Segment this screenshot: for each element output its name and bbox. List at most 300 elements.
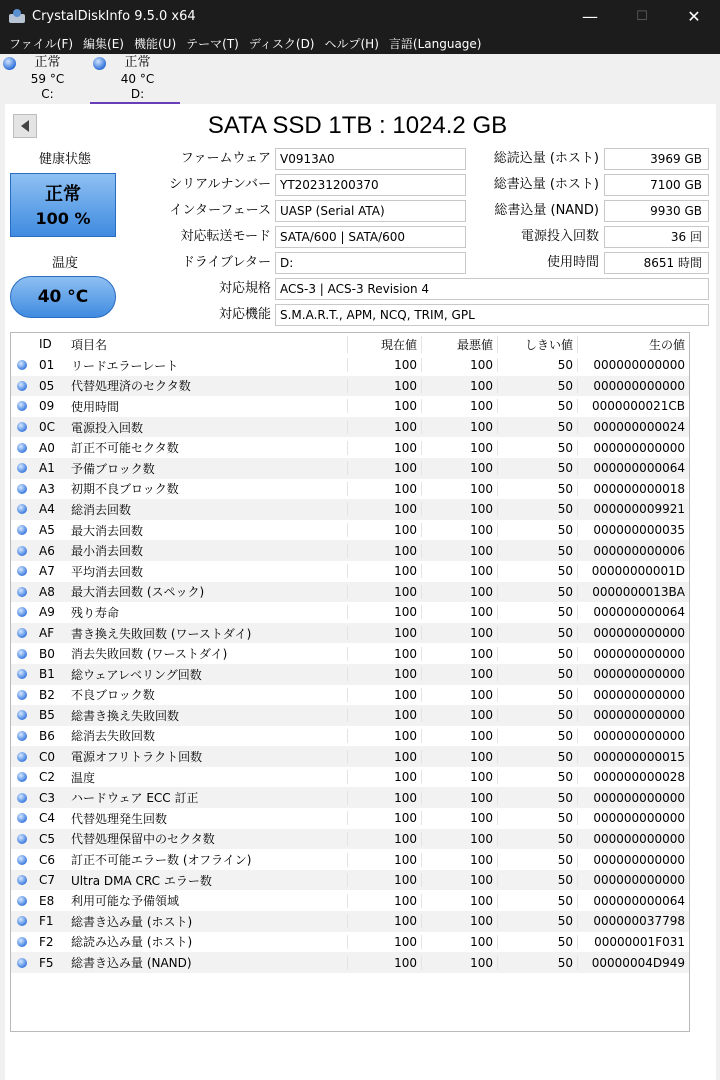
power-on-count-value: 36 回 — [604, 226, 709, 248]
table-row[interactable] — [11, 417, 689, 438]
attribute-id: B0 — [39, 646, 55, 661]
raw-value: 00000000001D — [577, 564, 689, 578]
raw-value: 00000004D949 — [577, 956, 689, 970]
menu-disk[interactable]: ディスク(D) — [248, 37, 315, 51]
raw-value: 000000000000 — [577, 832, 689, 846]
current-value: 100 — [347, 770, 421, 784]
attribute-name: 総ウェアレベリング回数 — [71, 667, 202, 682]
status-dot-icon — [17, 710, 27, 720]
table-row[interactable] — [11, 643, 689, 664]
interface-value: UASP (Serial ATA) — [275, 200, 466, 222]
attribute-name: 消去失敗回数 (ワーストダイ) — [71, 647, 228, 662]
attribute-id: C0 — [39, 749, 56, 764]
table-row[interactable] — [11, 787, 689, 808]
table-row[interactable] — [11, 726, 689, 747]
menu-edit[interactable]: 編集(E) — [83, 37, 124, 51]
drive-letter-label: ドライブレター — [181, 255, 271, 270]
attribute-name: 不良ブロック数 — [71, 688, 155, 703]
title-bar — [0, 0, 720, 33]
worst-value: 100 — [421, 894, 497, 908]
worst-value: 100 — [421, 832, 497, 846]
worst-value: 100 — [421, 935, 497, 949]
current-value: 100 — [347, 379, 421, 393]
worst-value: 100 — [421, 461, 497, 475]
attribute-id: A7 — [39, 564, 55, 579]
current-value: 100 — [347, 585, 421, 599]
attribute-name: 使用時間 — [71, 399, 120, 414]
worst-value: 100 — [421, 770, 497, 784]
table-row[interactable] — [11, 479, 689, 500]
attribute-name: 書き換え失敗回数 (ワーストダイ) — [71, 626, 252, 641]
worst-value: 100 — [421, 564, 497, 578]
current-value: 100 — [347, 399, 421, 413]
nand-writes-label: 総書込量 (NAND) — [494, 203, 599, 218]
attribute-id: B1 — [39, 667, 55, 682]
transfer-mode-value: SATA/600 | SATA/600 — [275, 226, 466, 248]
menu-file[interactable]: ファイル(F) — [9, 37, 74, 51]
threshold-value: 50 — [497, 461, 577, 475]
status-dot-icon — [17, 504, 27, 514]
drive-letter-value: D: — [275, 252, 466, 274]
raw-value: 000000000000 — [577, 647, 689, 661]
attribute-name: 温度 — [71, 770, 96, 785]
worst-value: 100 — [421, 523, 497, 537]
worst-value: 100 — [421, 482, 497, 496]
status-dot-icon — [17, 793, 27, 803]
attribute-name: 最大消去回数 — [71, 523, 144, 538]
status-dot-icon — [17, 401, 27, 411]
column-header-worst[interactable]: 最悪値 — [421, 336, 497, 353]
raw-value: 000000000000 — [577, 729, 689, 743]
threshold-value: 50 — [497, 626, 577, 640]
table-row[interactable] — [11, 664, 689, 685]
status-dot-icon — [17, 484, 27, 494]
drive-temp: 59 °C — [30, 72, 65, 86]
drive-temp: 40 °C — [120, 72, 155, 86]
status-dot-icon — [17, 896, 27, 906]
threshold-value: 50 — [497, 770, 577, 784]
status-dot-icon — [17, 772, 27, 782]
threshold-value: 50 — [497, 564, 577, 578]
attribute-id: 09 — [39, 399, 55, 414]
drive-selector-bar — [0, 54, 720, 104]
raw-value: 000000037798 — [577, 914, 689, 928]
status-dot-icon — [17, 587, 27, 597]
table-row[interactable] — [11, 829, 689, 850]
attribute-name: 総消去失敗回数 — [71, 729, 156, 744]
health-status-dot-icon — [93, 57, 106, 70]
attribute-id: A6 — [39, 543, 55, 558]
current-value: 100 — [347, 502, 421, 516]
threshold-value: 50 — [497, 811, 577, 825]
attribute-id: C6 — [39, 852, 56, 867]
attribute-id: F5 — [39, 955, 54, 970]
attribute-name: 初期不良ブロック数 — [71, 482, 179, 497]
threshold-value: 50 — [497, 914, 577, 928]
threshold-value: 50 — [497, 667, 577, 681]
raw-value: 000000000000 — [577, 708, 689, 722]
attribute-name: 最大消去回数 (スペック) — [71, 585, 205, 600]
attribute-name: 総書き込み量 (NAND) — [71, 956, 192, 971]
attribute-name: 平均消去回数 — [71, 564, 144, 579]
menu-language[interactable]: 言語(Language) — [388, 37, 482, 51]
attribute-name: ハードウェア ECC 訂正 — [71, 791, 199, 806]
threshold-value: 50 — [497, 708, 577, 722]
attribute-id: A9 — [39, 605, 55, 620]
table-row[interactable] — [11, 890, 689, 911]
current-value: 100 — [347, 894, 421, 908]
attribute-name: 訂正不可能エラー数 (オフライン) — [71, 853, 252, 868]
threshold-value: 50 — [497, 502, 577, 516]
table-row[interactable] — [11, 376, 689, 397]
worst-value: 100 — [421, 873, 497, 887]
current-value: 100 — [347, 544, 421, 558]
attribute-name: 利用可能な予備領域 — [71, 894, 180, 909]
drive-letter: D: — [130, 87, 145, 101]
threshold-value: 50 — [497, 688, 577, 702]
threshold-value: 50 — [497, 420, 577, 434]
threshold-value: 50 — [497, 544, 577, 558]
threshold-value: 50 — [497, 956, 577, 970]
raw-value: 00000001F031 — [577, 935, 689, 949]
table-row[interactable] — [11, 437, 689, 458]
drive-status: 正常 — [124, 55, 151, 70]
threshold-value: 50 — [497, 729, 577, 743]
threshold-value: 50 — [497, 750, 577, 764]
worst-value: 100 — [421, 544, 497, 558]
health-status-dot-icon — [3, 57, 16, 70]
table-row[interactable] — [11, 520, 689, 541]
worst-value: 100 — [421, 688, 497, 702]
table-header — [11, 333, 689, 355]
raw-value: 000000000000 — [577, 626, 689, 640]
column-header-threshold[interactable]: しきい値 — [497, 336, 577, 353]
threshold-value: 50 — [497, 358, 577, 372]
attribute-name: Ultra DMA CRC エラー数 — [71, 873, 212, 888]
status-dot-icon — [17, 937, 27, 947]
temperature-button[interactable] — [10, 276, 116, 318]
worst-value: 100 — [421, 358, 497, 372]
status-dot-icon — [17, 669, 27, 679]
raw-value: 000000000000 — [577, 688, 689, 702]
worst-value: 100 — [421, 399, 497, 413]
current-value: 100 — [347, 914, 421, 928]
firmware-value: V0913A0 — [275, 148, 466, 170]
table-row[interactable] — [11, 561, 689, 582]
threshold-value: 50 — [497, 894, 577, 908]
table-row[interactable] — [11, 540, 689, 561]
attribute-name: 総書き換え失敗回数 — [71, 708, 180, 723]
temperature-label: 温度 — [51, 256, 78, 271]
smart-attributes-table[interactable] — [10, 332, 690, 1032]
table-row[interactable] — [11, 355, 689, 376]
attribute-id: C4 — [39, 811, 56, 826]
worst-value: 100 — [421, 914, 497, 928]
current-value: 100 — [347, 358, 421, 372]
serial-label: シリアルナンバー — [169, 177, 271, 192]
disk-model-title: SATA SSD 1TB : 1024.2 GB — [207, 112, 508, 139]
current-value: 100 — [347, 688, 421, 702]
serial-value: YT20231200370 — [275, 174, 466, 196]
status-dot-icon — [17, 360, 27, 370]
status-dot-icon — [17, 855, 27, 865]
drive-letter: C: — [41, 87, 54, 101]
threshold-value: 50 — [497, 482, 577, 496]
threshold-value: 50 — [497, 873, 577, 887]
drive-status: 正常 — [34, 55, 61, 70]
status-dot-icon — [17, 731, 27, 741]
raw-value: 000000000018 — [577, 482, 689, 496]
current-value: 100 — [347, 441, 421, 455]
raw-value: 000000000000 — [577, 873, 689, 887]
attribute-name: 代替処理保留中のセクタ数 — [71, 832, 215, 847]
nand-writes-value: 9930 GB — [604, 200, 709, 222]
threshold-value: 50 — [497, 585, 577, 599]
threshold-value: 50 — [497, 647, 577, 661]
previous-disk-button[interactable] — [13, 114, 37, 138]
attribute-id: A3 — [39, 481, 55, 496]
host-writes-label: 総書込量 (ホスト) — [493, 177, 599, 192]
raw-value: 000000000064 — [577, 605, 689, 619]
status-dot-icon — [17, 525, 27, 535]
firmware-label: ファームウェア — [180, 151, 271, 166]
attribute-name: 総読み込み量 (ホスト) — [71, 935, 193, 950]
status-dot-icon — [17, 916, 27, 926]
worst-value: 100 — [421, 441, 497, 455]
worst-value: 100 — [421, 811, 497, 825]
table-row[interactable] — [11, 685, 689, 706]
attribute-id: B2 — [39, 687, 55, 702]
host-writes-value: 7100 GB — [604, 174, 709, 196]
table-row[interactable] — [11, 582, 689, 603]
attribute-id: A8 — [39, 584, 55, 599]
raw-value: 000000000064 — [577, 461, 689, 475]
raw-value: 000000000000 — [577, 667, 689, 681]
attribute-id: B6 — [39, 728, 55, 743]
worst-value: 100 — [421, 502, 497, 516]
standard-label: 対応規格 — [218, 281, 271, 296]
current-value: 100 — [347, 647, 421, 661]
raw-value: 000000000000 — [577, 791, 689, 805]
table-row[interactable] — [11, 396, 689, 417]
attribute-name: 総書き込み量 (ホスト) — [71, 914, 193, 929]
menu-bar — [0, 33, 720, 54]
table-row[interactable] — [11, 932, 689, 953]
raw-value: 000000000024 — [577, 420, 689, 434]
raw-value: 000000000064 — [577, 894, 689, 908]
status-dot-icon — [17, 690, 27, 700]
close-button[interactable]: ✕ — [687, 7, 701, 26]
worst-value: 100 — [421, 605, 497, 619]
status-dot-icon — [17, 381, 27, 391]
power-on-count-label: 電源投入回数 — [520, 229, 599, 244]
threshold-value: 50 — [497, 605, 577, 619]
power-on-hours-label: 使用時間 — [546, 255, 599, 270]
threshold-value: 50 — [497, 441, 577, 455]
current-value: 100 — [347, 605, 421, 619]
host-reads-value: 3969 GB — [604, 148, 709, 170]
menu-theme[interactable]: テーマ(T) — [186, 37, 239, 51]
status-dot-icon — [17, 628, 27, 638]
attribute-name: 予備ブロック数 — [71, 461, 155, 476]
status-dot-icon — [17, 958, 27, 968]
worst-value: 100 — [421, 585, 497, 599]
status-dot-icon — [17, 834, 27, 844]
host-reads-label: 総読込量 (ホスト) — [493, 151, 599, 166]
attribute-name: 代替処理済のセクタ数 — [71, 379, 191, 394]
attribute-name: 最小消去回数 — [71, 544, 144, 559]
window-controls — [564, 0, 720, 33]
status-dot-icon — [17, 443, 27, 453]
health-status-text: 正常 — [45, 184, 81, 205]
table-row[interactable] — [11, 602, 689, 623]
raw-value: 000000000028 — [577, 770, 689, 784]
table-row[interactable] — [11, 623, 689, 644]
column-header-raw[interactable]: 生の値 — [577, 336, 689, 353]
current-value: 100 — [347, 461, 421, 475]
table-row[interactable] — [11, 767, 689, 788]
attribute-id: A1 — [39, 461, 55, 476]
transfer-mode-label: 対応転送モード — [180, 229, 271, 244]
menu-help[interactable]: ヘルプ(H) — [324, 37, 379, 51]
threshold-value: 50 — [497, 832, 577, 846]
raw-value: 0000000021CB — [577, 399, 689, 413]
attribute-id: F2 — [39, 934, 54, 949]
status-dot-icon — [17, 422, 27, 432]
worst-value: 100 — [421, 626, 497, 640]
status-dot-icon — [17, 649, 27, 659]
attribute-id: 05 — [39, 378, 55, 393]
attribute-name: 残り寿命 — [71, 605, 120, 620]
health-status-button[interactable] — [10, 173, 116, 237]
minimize-button[interactable]: — — [582, 7, 598, 26]
attribute-name: 電源オフリトラクト回数 — [71, 750, 203, 765]
worst-value: 100 — [421, 647, 497, 661]
power-on-hours-value: 8651 時間 — [604, 252, 709, 274]
raw-value: 000000000000 — [577, 853, 689, 867]
worst-value: 100 — [421, 379, 497, 393]
maximize-button[interactable]: ☐ — [636, 9, 648, 24]
raw-value: 0000000013BA — [577, 585, 689, 599]
attribute-id: C7 — [39, 873, 56, 888]
column-header-id[interactable]: ID — [39, 337, 52, 351]
attribute-name: 総消去回数 — [71, 502, 132, 517]
worst-value: 100 — [421, 420, 497, 434]
current-value: 100 — [347, 564, 421, 578]
threshold-value: 50 — [497, 791, 577, 805]
table-row[interactable] — [11, 746, 689, 767]
threshold-value: 50 — [497, 935, 577, 949]
threshold-value: 50 — [497, 379, 577, 393]
status-dot-icon — [17, 566, 27, 576]
worst-value: 100 — [421, 667, 497, 681]
table-body — [11, 355, 689, 973]
disk-info-panel — [5, 104, 716, 1080]
table-row[interactable] — [11, 705, 689, 726]
attribute-id: 01 — [39, 358, 55, 373]
status-dot-icon — [17, 546, 27, 556]
current-value: 100 — [347, 811, 421, 825]
attribute-name: 代替処理発生回数 — [71, 811, 168, 826]
attribute-id: E8 — [39, 893, 55, 908]
status-dot-icon — [17, 813, 27, 823]
raw-value: 000000000000 — [577, 358, 689, 372]
interface-label: インターフェース — [169, 203, 271, 218]
current-value: 100 — [347, 956, 421, 970]
status-dot-icon — [17, 607, 27, 617]
table-row[interactable] — [11, 458, 689, 479]
window-title: CrystalDiskInfo 9.5.0 x64 — [32, 9, 196, 24]
raw-value: 000000000035 — [577, 523, 689, 537]
current-value: 100 — [347, 729, 421, 743]
status-dot-icon — [17, 875, 27, 885]
attribute-id: A5 — [39, 523, 55, 538]
attribute-name: リードエラーレート — [71, 358, 179, 373]
attribute-id: AF — [39, 626, 55, 641]
worst-value: 100 — [421, 750, 497, 764]
arrow-left-icon — [21, 120, 29, 132]
worst-value: 100 — [421, 708, 497, 722]
current-value: 100 — [347, 853, 421, 867]
attribute-id: B5 — [39, 708, 55, 723]
attribute-id: C2 — [39, 770, 56, 785]
threshold-value: 50 — [497, 853, 577, 867]
current-value: 100 — [347, 667, 421, 681]
current-value: 100 — [347, 523, 421, 537]
raw-value: 000000000000 — [577, 441, 689, 455]
table-row[interactable] — [11, 849, 689, 870]
raw-value: 000000000006 — [577, 544, 689, 558]
table-row[interactable] — [11, 808, 689, 829]
worst-value: 100 — [421, 729, 497, 743]
status-dot-icon — [17, 752, 27, 762]
attribute-id: 0C — [39, 420, 56, 435]
attribute-id: F1 — [39, 914, 54, 929]
attribute-id: A4 — [39, 502, 55, 517]
worst-value: 100 — [421, 791, 497, 805]
raw-value: 000000009921 — [577, 502, 689, 516]
threshold-value: 50 — [497, 523, 577, 537]
standard-value: ACS-3 | ACS-3 Revision 4 — [275, 278, 709, 300]
table-row[interactable] — [11, 499, 689, 520]
current-value: 100 — [347, 832, 421, 846]
current-value: 100 — [347, 482, 421, 496]
features-value: S.M.A.R.T., APM, NCQ, TRIM, GPL — [275, 304, 709, 326]
table-row[interactable] — [11, 870, 689, 891]
status-dot-icon — [17, 463, 27, 473]
health-label: 健康状態 — [38, 152, 91, 167]
raw-value: 000000000015 — [577, 750, 689, 764]
current-value: 100 — [347, 791, 421, 805]
column-header-name[interactable]: 項目名 — [71, 337, 108, 352]
features-label: 対応機能 — [218, 307, 271, 322]
current-value: 100 — [347, 873, 421, 887]
current-value: 100 — [347, 420, 421, 434]
current-value: 100 — [347, 750, 421, 764]
column-header-current[interactable]: 現在値 — [347, 336, 421, 353]
attribute-name: 訂正不可能セクタ数 — [71, 441, 179, 456]
table-row[interactable] — [11, 911, 689, 932]
raw-value: 000000000000 — [577, 811, 689, 825]
current-value: 100 — [347, 708, 421, 722]
menu-function[interactable]: 機能(U) — [133, 37, 177, 51]
table-row[interactable] — [11, 952, 689, 973]
drive-button-c[interactable] — [0, 54, 90, 104]
health-percent: 100 % — [35, 209, 91, 228]
raw-value: 000000000000 — [577, 379, 689, 393]
attribute-id: A0 — [39, 440, 55, 455]
drive-button-d[interactable] — [90, 54, 180, 104]
